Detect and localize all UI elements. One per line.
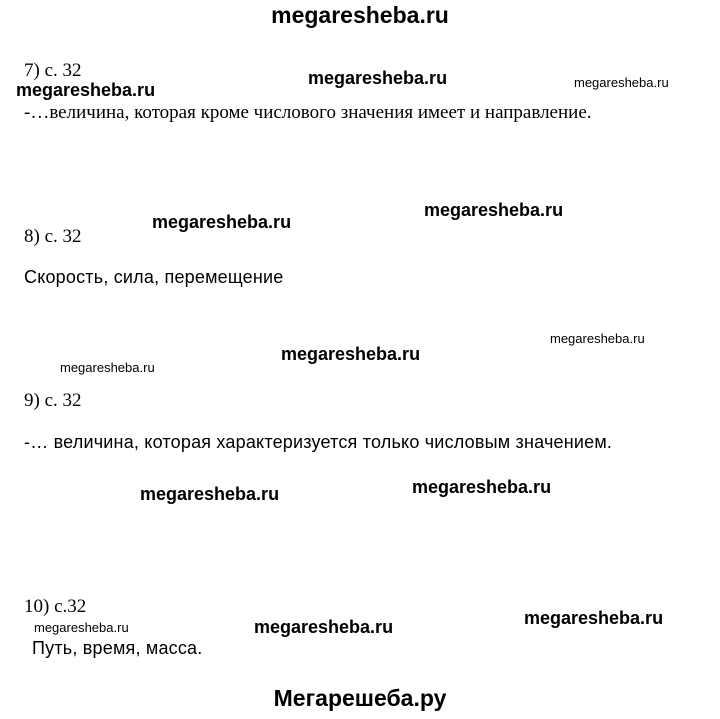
- watermark: megaresheba.ru: [140, 484, 280, 504]
- watermark: megaresheba.ru: [34, 620, 129, 635]
- watermark: megaresheba.ru: [152, 212, 292, 232]
- question-7-answer: -…величина, которая кроме числового значения имеет и направление.: [24, 102, 592, 123]
- watermark: megaresheba.ru: [412, 477, 552, 497]
- question-9-answer: -… величина, которая характеризуется только числовым значением.: [24, 432, 613, 452]
- watermark: megaresheba.ru: [574, 75, 669, 90]
- watermark: megaresheba.ru: [550, 331, 645, 346]
- question-7-heading: 7) с. 32: [24, 60, 82, 81]
- question-10-heading: 10) с.32: [24, 596, 87, 617]
- question-9-heading: 9) с. 32: [24, 390, 82, 411]
- question-8-heading: 8) с. 32: [24, 226, 82, 247]
- question-8-answer: Скорость, сила, перемещение: [24, 267, 284, 287]
- question-10-answer: Путь, время, масса.: [32, 638, 203, 658]
- watermark: megaresheba.ru: [254, 617, 394, 637]
- watermark: megaresheba.ru: [524, 608, 664, 628]
- watermark: megaresheba.ru: [281, 344, 421, 364]
- watermark: megaresheba.ru: [60, 360, 155, 375]
- site-header: megaresheba.ru: [271, 2, 449, 28]
- site-footer: Мегарешеба.ру: [273, 685, 447, 711]
- watermark: megaresheba.ru: [424, 200, 564, 220]
- watermark: megaresheba.ru: [308, 68, 448, 88]
- watermark: megaresheba.ru: [16, 80, 156, 100]
